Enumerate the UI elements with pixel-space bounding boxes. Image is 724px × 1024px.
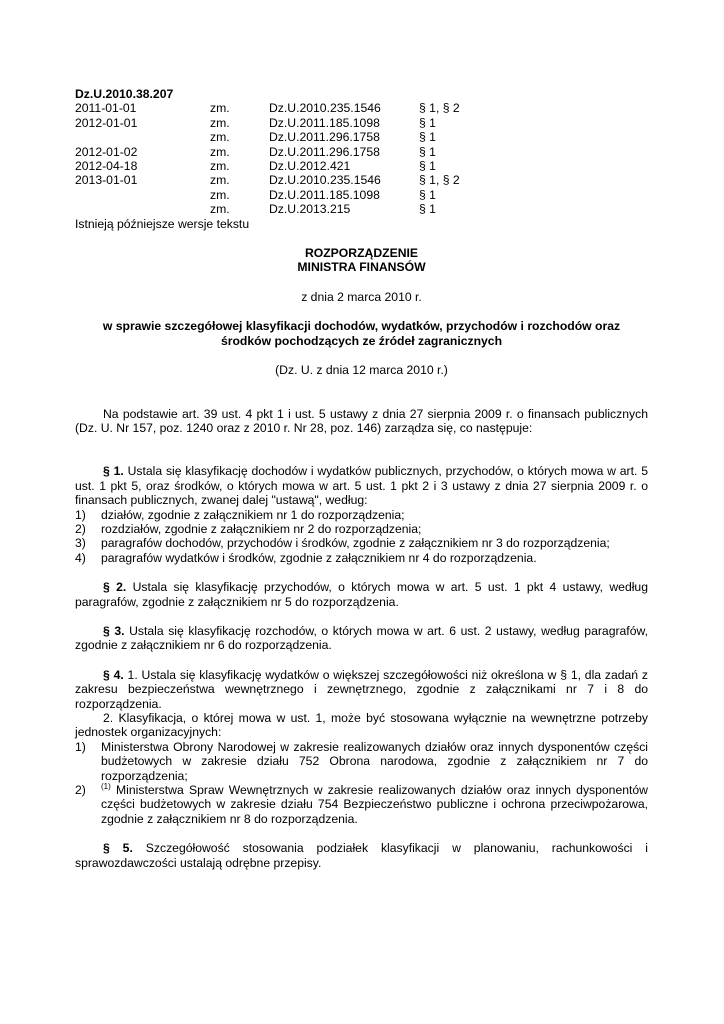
footnote-marker: (1) xyxy=(101,782,111,792)
amendment-row xyxy=(75,202,499,216)
amendment-section: § 1 xyxy=(419,130,436,145)
list-item-text xyxy=(101,522,648,536)
document-id: Dz.U.2010.38.207 xyxy=(75,87,174,101)
amendment-section: § 1 xyxy=(419,115,436,130)
section-5-label: § 5. xyxy=(103,841,133,856)
list-item-number: 1) xyxy=(75,739,86,754)
amendment-reference: Dz.U.2013.215 xyxy=(269,202,351,217)
amendment-type: zm. xyxy=(210,101,230,116)
amendment-reference: Dz.U.2011.296.1758 xyxy=(269,130,380,145)
list-item xyxy=(75,536,648,550)
preamble: Na podstawie art. 39 ust. 4 pkt 1 i ust. 5 ustawy z dnia 27 sierpnia 2009 r. o finansach publicznych (Dz. U. Nr 157, poz. 1240 oraz z 2010 r. Nr 28, poz. 146) zarządza się, co następuje: xyxy=(75,406,648,435)
list-item-content: działów, zgodnie z załącznikiem nr 1 do rozporządzenia; xyxy=(101,507,405,522)
section-3 xyxy=(75,624,648,653)
amendment-row xyxy=(75,130,499,144)
amendment-section: § 1 xyxy=(419,202,436,217)
section-4-text-1: 1. Ustala się klasyfikację wydatków o większej szczegółowości niż określona w § 1, dla zadań z zakresu bezpieczeństwa wewnętrznego i zewnętrznego, zgodnie z załącznikami nr 7 i 8 do rozporządzenia. xyxy=(75,667,648,711)
list-item xyxy=(75,522,648,536)
section-3-label: § 3. xyxy=(103,623,125,638)
section-3-text: Ustala się klasyfikację rozchodów, o których mowa w art. 6 ust. 2 ustawy, według paragrafów, zgodnie z załącznikiem nr 6 do rozporządzenia. xyxy=(75,623,648,653)
list-item xyxy=(75,551,648,565)
section-1-text: Ustala się klasyfikację dochodów i wydatków publicznych, przychodów, o których mowa w art. 5 ust. 1 pkt 5, oraz środków, o których mowa w art. 5 ust. 1 pkt 2 i 3 ustawy z dnia 27 sierpnia 2009 r. o finansach publicznych, zwanej dalej "ustawą", według: xyxy=(75,464,648,508)
amendment-reference: Dz.U.2010.235.1546 xyxy=(269,101,381,116)
amendment-type: zm. xyxy=(210,173,230,188)
section-2-label: § 2. xyxy=(103,580,127,595)
section-1-label: § 1. xyxy=(103,464,124,479)
list-item xyxy=(75,740,648,783)
amendment-section: § 1 xyxy=(419,187,436,202)
amendment-reference: Dz.U.2011.185.1098 xyxy=(269,187,380,202)
amendment-section: § 1 xyxy=(419,144,436,159)
list-item xyxy=(75,508,648,522)
amendment-type: zm. xyxy=(210,130,230,145)
later-versions-note: Istnieją późniejsze wersje tekstu xyxy=(75,216,250,231)
section-1-list xyxy=(75,508,648,566)
amendment-section: § 1, § 2 xyxy=(419,173,460,188)
regulation-subject: w sprawie szczegółowej klasyfikacji dochodów, wydatków, przychodów i rozchodów oraz środków pochodzących ze źródeł zagranicznych xyxy=(102,319,621,348)
amendment-type: zm. xyxy=(210,115,230,130)
amendment-date xyxy=(75,130,210,144)
list-item-number: 1) xyxy=(75,507,86,522)
list-item-number: 4) xyxy=(75,550,86,565)
list-item-text xyxy=(101,551,648,565)
section-4-list xyxy=(75,740,648,826)
list-item xyxy=(75,783,648,826)
amendments-table xyxy=(75,101,499,216)
regulation-date: z dnia 2 marca 2010 r. xyxy=(301,289,422,304)
list-item-content: paragrafów wydatków i środków, zgodnie z załącznikiem nr 4 do rozporządzenia. xyxy=(101,550,537,565)
amendment-row xyxy=(75,173,499,187)
amendment-row xyxy=(75,145,499,159)
section-4-paragraph-2: 2. Klasyfikacja, o której mowa w ust. 1, może być stosowana wyłącznie na wewnętrzne potrzeby jednostek organizacyjnych: xyxy=(75,711,648,740)
amendment-row xyxy=(75,188,499,202)
publication-reference: (Dz. U. z dnia 12 marca 2010 r.) xyxy=(275,363,448,378)
section-4 xyxy=(75,668,648,711)
list-item-number: 2) xyxy=(75,783,86,798)
section-2 xyxy=(75,580,648,609)
amendment-type: zm. xyxy=(210,144,230,159)
issuing-authority: MINISTRA FINANSÓW xyxy=(297,260,426,275)
list-item-text xyxy=(101,740,648,783)
list-item-content: paragrafów dochodów, przychodów i środków, zgodnie z załącznikiem nr 3 do rozporządzenia; xyxy=(101,536,610,551)
section-1 xyxy=(75,464,648,507)
amendment-date: 2012-01-01 xyxy=(75,115,138,130)
section-5-text: Szczegółowość stosowania podziałek klasyfikacji w planowaniu, rachunkowości i sprawozdawczości ustalają odrębne przepisy. xyxy=(75,841,648,870)
regulation-title: ROZPORZĄDZENIE xyxy=(304,246,419,261)
amendment-date xyxy=(75,202,210,216)
amendment-section: § 1 xyxy=(419,159,436,174)
amendment-date: 2011-01-01 xyxy=(75,101,137,116)
amendment-reference: Dz.U.2010.235.1546 xyxy=(269,173,381,188)
list-item-text xyxy=(101,536,648,550)
list-item-content: Ministerstwa Spraw Wewnętrznych w zakresie realizowanych działów oraz innych dysponentów części budżetowych w zakresie działu 754 Bezpieczeństwo publiczne i ochrona przeciwpożarowa, zgodnie z załącznikiem nr 8 do rozporządzenia. xyxy=(101,783,648,826)
amendment-type: zm. xyxy=(210,159,230,174)
amendment-type: zm. xyxy=(210,187,230,202)
amendment-type: zm. xyxy=(210,202,230,217)
amendment-reference: Dz.U.2012.421 xyxy=(269,159,351,174)
amendment-row xyxy=(75,101,499,115)
list-item-number: 3) xyxy=(75,536,86,551)
section-2-text: Ustala się klasyfikację przychodów, o których mowa w art. 5 ust. 1 pkt 4 ustawy, według paragrafów, zgodnie z załącznikiem nr 5 do rozporządzenia. xyxy=(75,580,648,609)
list-item-content: Ministerstwa Obrony Narodowej w zakresie realizowanych działów oraz innych dysponentów części budżetowych w zakresie działu 752 Obrona narodowa, zgodnie z załącznikiem nr 7 do rozporządzenia; xyxy=(101,739,648,783)
amendment-date: 2013-01-01 xyxy=(75,173,138,188)
section-4-label: § 4. xyxy=(103,667,124,682)
amendment-row xyxy=(75,159,499,173)
amendment-section: § 1, § 2 xyxy=(419,101,460,116)
amendment-row xyxy=(75,116,499,130)
amendment-date: 2012-01-02 xyxy=(75,144,138,159)
list-item-text xyxy=(101,508,648,522)
amendment-date: 2012-04-18 xyxy=(75,159,138,174)
amendment-reference: Dz.U.2011.296.1758 xyxy=(269,144,380,159)
document-page xyxy=(75,87,648,870)
section-5 xyxy=(75,841,648,870)
list-item-content: rozdziałów, zgodnie z załącznikiem nr 2 do rozporządzenia; xyxy=(101,521,422,536)
amendment-reference: Dz.U.2011.185.1098 xyxy=(269,115,380,130)
list-item-number: 2) xyxy=(75,521,86,536)
list-item-text xyxy=(101,783,648,826)
amendment-date xyxy=(75,188,210,202)
